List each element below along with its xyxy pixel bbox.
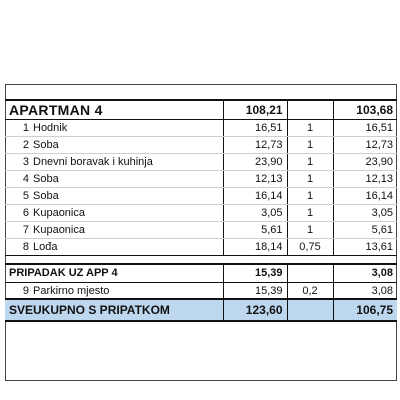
table-row (5, 188, 397, 205)
room-cell (5, 205, 223, 222)
room-weighted-area: 12,13 (333, 171, 397, 188)
room-name: Soba (33, 189, 59, 202)
room-number: 7 (22, 223, 29, 236)
room-number: 4 (22, 172, 29, 185)
room-weighted-area: 23,90 (333, 154, 397, 171)
appurtenance-header-row (5, 264, 397, 283)
grand-total-label: SVEUKUPNO S PRIPATKOM (5, 299, 223, 321)
room-number: 9 (22, 284, 29, 297)
room-coefficient: 1 (287, 205, 333, 222)
room-name: Lođa (33, 240, 58, 253)
room-name: Kupaonica (33, 223, 85, 236)
room-weighted-area: 16,14 (333, 188, 397, 205)
table-row (5, 171, 397, 188)
room-number: 3 (22, 155, 29, 168)
appurtenance-weighted-total: 3,08 (333, 264, 397, 283)
room-cell (5, 154, 223, 171)
room-cell (5, 222, 223, 239)
room-cell (5, 283, 223, 300)
room-weighted-area: 3,05 (333, 205, 397, 222)
room-coefficient: 1 (287, 222, 333, 239)
room-number: 8 (22, 240, 29, 253)
table-row (5, 154, 397, 171)
room-area: 12,13 (223, 171, 287, 188)
room-weighted-area: 13,61 (333, 239, 397, 256)
apartment-weighted-total: 103,68 (333, 100, 397, 120)
table-row (5, 120, 397, 137)
room-name: Kupaonica (33, 206, 85, 219)
room-name: Soba (33, 172, 59, 185)
room-coefficient: 0,75 (287, 239, 333, 256)
room-number: 2 (22, 138, 29, 151)
room-name: Soba (33, 138, 59, 151)
grand-total-coef-blank (287, 299, 333, 321)
table-row (5, 239, 397, 256)
table-row (5, 137, 397, 154)
room-weighted-area: 12,73 (333, 137, 397, 154)
room-coefficient: 1 (287, 154, 333, 171)
apartment-header-row (5, 100, 397, 120)
room-area: 16,51 (223, 120, 287, 137)
sheet-bottom-border (5, 322, 397, 381)
appurtenance-title: PRIPADAK UZ APP 4 (5, 264, 223, 283)
room-weighted-area: 3,08 (333, 283, 397, 300)
sheet-top-border (5, 84, 397, 99)
room-number: 1 (22, 121, 29, 134)
room-name: Dnevni boravak i kuhinja (33, 155, 153, 168)
grand-total-area: 123,60 (223, 299, 287, 321)
room-number: 5 (22, 189, 29, 202)
room-area: 18,14 (223, 239, 287, 256)
room-area: 12,73 (223, 137, 287, 154)
grand-total-row (5, 299, 397, 321)
apartment-coef-blank (287, 100, 333, 120)
room-area: 15,39 (223, 283, 287, 300)
room-coefficient: 0,2 (287, 283, 333, 300)
room-weighted-area: 5,61 (333, 222, 397, 239)
room-area: 3,05 (223, 205, 287, 222)
room-coefficient: 1 (287, 188, 333, 205)
room-coefficient: 1 (287, 120, 333, 137)
room-name: Hodnik (33, 121, 68, 134)
room-cell (5, 171, 223, 188)
grand-total-table (5, 298, 397, 322)
room-area: 23,90 (223, 154, 287, 171)
appurtenance-table (5, 263, 397, 300)
table-row (5, 205, 397, 222)
room-area: 16,14 (223, 188, 287, 205)
room-cell (5, 188, 223, 205)
grand-total-weighted: 106,75 (333, 299, 397, 321)
table-row (5, 222, 397, 239)
appurtenance-area-total: 15,39 (223, 264, 287, 283)
room-cell (5, 239, 223, 256)
room-cell (5, 137, 223, 154)
room-name: Parkirno mjesto (33, 284, 110, 297)
apartment-table (5, 99, 397, 256)
apartment-title: APARTMAN 4 (5, 100, 223, 120)
room-coefficient: 1 (287, 137, 333, 154)
appurtenance-coef-blank (287, 264, 333, 283)
room-cell (5, 120, 223, 137)
room-coefficient: 1 (287, 171, 333, 188)
room-number: 6 (22, 206, 29, 219)
table-row (5, 283, 397, 300)
room-area: 5,61 (223, 222, 287, 239)
room-weighted-area: 16,51 (333, 120, 397, 137)
apartment-area-total: 108,21 (223, 100, 287, 120)
